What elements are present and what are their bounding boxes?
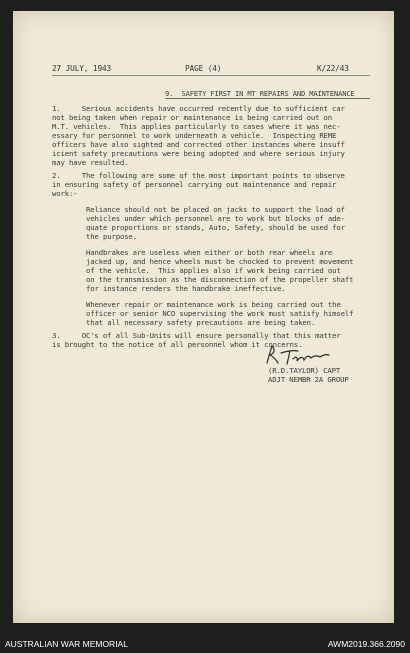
section-title: 9. SAFETY FIRST IN MT REPAIRS AND MAINTENANCE xyxy=(165,89,355,98)
footer-accession-number: AWM2019.366.2090 xyxy=(327,639,405,649)
para1-line: M.T. vehicles. This applies particularly to cases where it was nec- xyxy=(52,122,341,131)
para1-line: not being taken when repair or maintenance is being carried out on xyxy=(52,113,333,122)
point-a-line: quate proportions or stands, Auto, Safety, should be used for xyxy=(86,223,345,232)
signatory-title: ADJT NEMBR 2A GROUP xyxy=(268,375,349,384)
point-b-line: of the vehicle. This applies also if work being carried out xyxy=(86,266,341,275)
header-reference: K/22/43 xyxy=(317,64,349,73)
para2-line: in ensuring safety of personnel carrying out maintenance and repair xyxy=(52,180,337,189)
archive-footer xyxy=(0,635,410,653)
point-a-line: vehicles under which personnel are to work but blocks of ade- xyxy=(86,214,345,223)
para1-line: officers have also sighted and corrected other instances where insuff xyxy=(52,140,345,149)
point-c-line: Whenever repair or maintenance work is being carried out the xyxy=(86,300,341,309)
signatory-name: (R.D.TAYLOR) CAPT xyxy=(268,366,341,375)
point-c-line: officer or senior NCO supervising the work must satisfy himself xyxy=(86,309,354,318)
para2-line: work:- xyxy=(52,189,78,198)
para1-line: may have resulted. xyxy=(52,158,129,167)
point-b-line: for instance renders the handbrake ineffective. xyxy=(86,284,286,293)
para3-line: is brought to the notice of all personnel whom it concerns. xyxy=(52,340,303,349)
handwritten-signature xyxy=(263,343,333,367)
footer-institution: AUSTRALIAN WAR MEMORIAL xyxy=(5,639,128,649)
point-b-line: Handbrakes are useless when either or both rear wheels are xyxy=(86,248,333,257)
header-date: 27 JULY, 1943 xyxy=(52,64,112,73)
point-a-line: Reliance should not be placed on jacks to support the load of xyxy=(86,205,345,214)
point-a-line: the purpose. xyxy=(86,232,137,241)
point-b-line: on the transmission as the disconnection of the propeller shaft xyxy=(86,275,354,284)
section-title-underline xyxy=(165,98,370,99)
point-c-line: that all necessary safety precautions are being taken. xyxy=(86,318,316,327)
point-b-line: jacked up, and hence wheels must be chocked to prevent movement xyxy=(86,257,354,266)
para1-line: 1. Serious accidents have occurred recently due to sufficient car xyxy=(52,104,345,113)
para2-line: 2. The following are some of the most important points to observe xyxy=(52,171,345,180)
para3-line: 3. OC's of all Sub-Units will ensure personally that this matter xyxy=(52,331,341,340)
header-rule xyxy=(52,75,370,76)
para1-line: icient safety precautions were being adopted and where serious injury xyxy=(52,149,345,158)
para1-line: essary for personnel to work underneath a vehicle. Inspecting REME xyxy=(52,131,337,140)
header-page-number: PAGE (4) xyxy=(185,64,222,73)
